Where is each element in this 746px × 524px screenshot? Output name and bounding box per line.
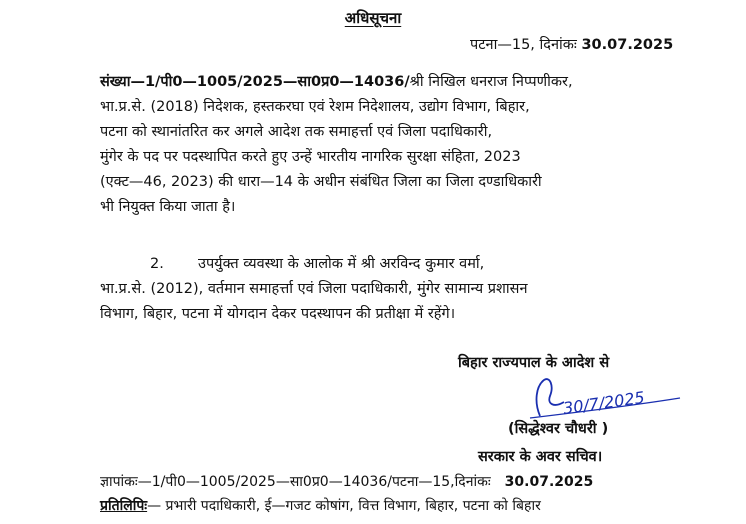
memo-reference: ज्ञापांकः—1/पी0—1005/2025—सा0प्र0—14036/पटना—15,दिनांकः — [100, 474, 491, 490]
page-title: अधिसूचना — [344, 9, 402, 27]
paragraph-number: 2. — [150, 256, 164, 272]
notification-date: 30.07.2025 — [581, 37, 674, 53]
paragraph-1-line-3: पटना को स्थानांतरित कर अगले आदेश तक समाहर्त्ता एवं जिला पदाधिकारी, — [100, 124, 493, 140]
copy-line — [100, 496, 541, 515]
paragraph-2-line-1-text: उपर्युक्त व्यवस्था के आलोक में श्री अरविन्द कुमार वर्मा, — [198, 256, 485, 272]
memo-date: 30.07.2025 — [504, 474, 594, 490]
memo-line — [100, 472, 593, 491]
paragraph-1-line-6: भी नियुक्त किया जाता है। — [100, 199, 236, 215]
paragraph-2-line-2: भा.प्र.से. (2012), वर्तमान समाहर्त्ता एवं जिला पदाधिकारी, मुंगेर सामान्य प्रशासन — [100, 281, 528, 297]
paragraph-2-line-3: विभाग, बिहार, पटना में योगदान देकर पदस्थापन की प्रतीक्षा में रहेंगे। — [100, 306, 456, 322]
paragraph-1-line-4: मुंगेर के पद पर पदस्थापित करते हुए उन्हें भारतीय नागरिक सुरक्षा संहिता, 2023 — [100, 149, 521, 165]
paragraph-2-line-1 — [100, 252, 528, 277]
copy-label: प्रतिलिपिः — [100, 498, 148, 514]
place-date-label: पटना—15, दिनांकः — [470, 37, 577, 53]
date-line — [470, 34, 673, 54]
order-line: बिहार राज्यपाल के आदेश से — [458, 355, 610, 371]
signature-date: 30/7/2025 — [561, 387, 646, 418]
paragraph-1-line-1-text: श्री निखिल धनराज निप्पणीकर, — [409, 74, 573, 90]
paragraph-1-line-5: (एक्ट—46, 2023) की धारा—14 के अधीन संबंधित जिला का जिला दण्डाधिकारी — [100, 174, 542, 190]
copy-text: — प्रभारी पदाधिकारी, ई—गजट कोषांग, वित्त विभाग, बिहार, पटना को बिहार — [147, 498, 541, 514]
handwritten-signature — [520, 372, 690, 422]
signer-designation: सरकार के अवर सचिव। — [478, 449, 603, 465]
reference-number: संख्या—1/पी0—1005/2025—सा0प्र0—14036/ — [100, 74, 410, 90]
paragraph-2 — [100, 252, 528, 327]
signer-name: (सिद्धेश्वर चौधरी ) — [508, 421, 609, 437]
paragraph-1-line-2: भा.प्र.से. (2018) निदेशक, हस्तकरघा एवं रेशम निदेशालय, उद्योग विभाग, बिहार, — [100, 99, 530, 115]
paragraph-1-line-1 — [100, 70, 573, 95]
paragraph-1 — [100, 70, 573, 220]
cut-off-text-line — [100, 518, 680, 524]
